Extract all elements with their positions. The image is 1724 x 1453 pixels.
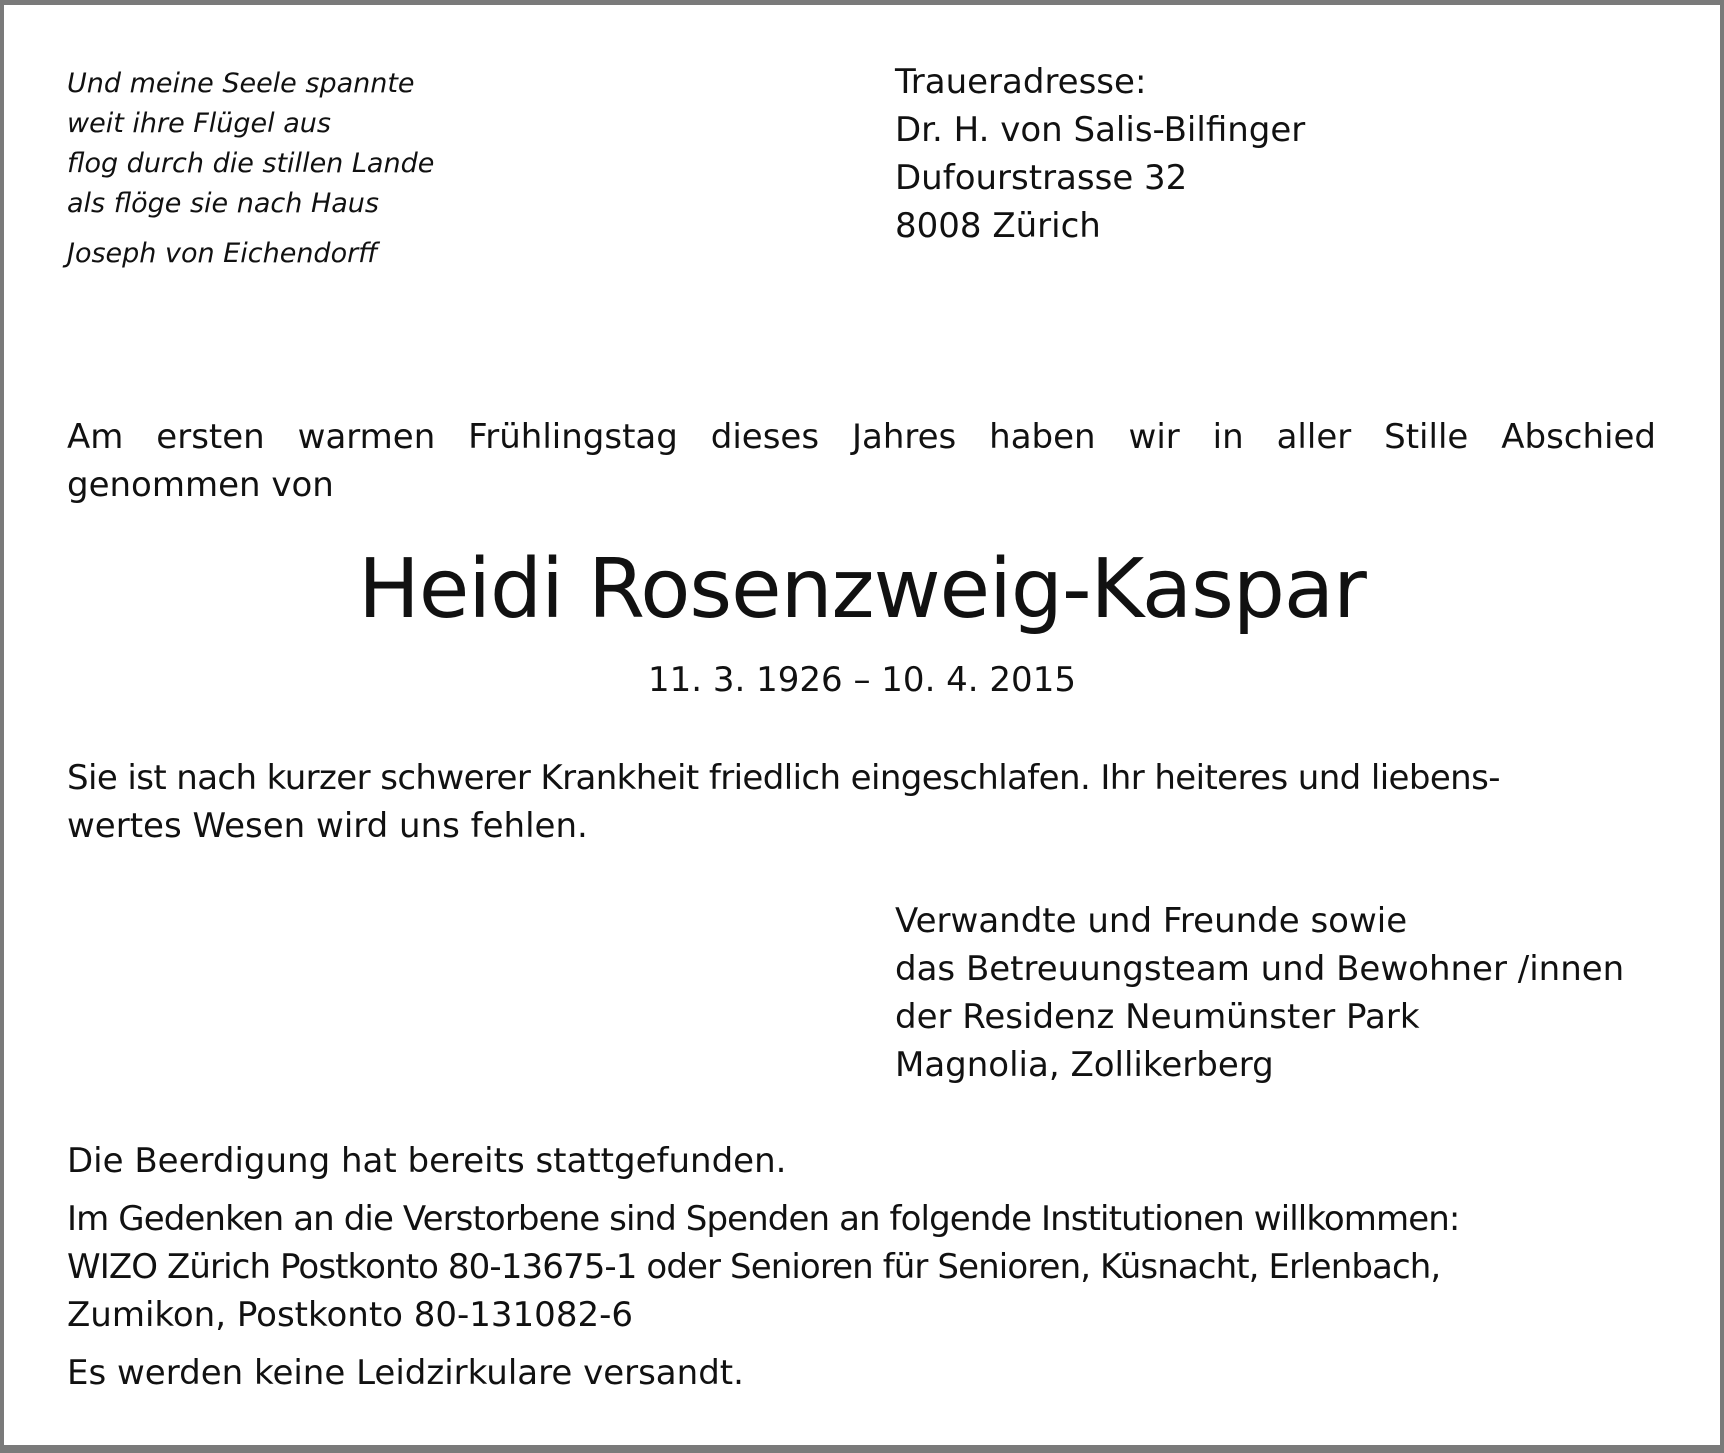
intro-line: Am ersten warmen Frühlingstag dieses Jahres haben wir in aller Stille Abschied [67,417,1656,457]
poem-line: weit ihre Flügel aus [67,108,331,139]
address-line: Dr. H. von Salis-Bilfinger [895,110,1306,150]
donation-line: Im Gedenken an die Verstorbene sind Spenden an folgende Institutionen willkommen: [67,1199,1460,1239]
message-line: wertes Wesen wird uns fehlen. [67,806,588,846]
poem-line: flog durch die stillen Lande [67,148,435,179]
intro-paragraph [67,413,1656,509]
donation-line: WIZO Zürich Postkonto 80-13675-1 oder Senioren für Senioren, Küsnacht, Erlenbach, [67,1247,1441,1287]
message-line: Sie ist nach kurzer schwerer Krankheit friedlich eingeschlafen. Ihr heiteres und liebens- [67,758,1500,798]
circular-notice: Es werden keine Leidzirkulare versandt. [67,1353,744,1393]
mourning-address [895,58,1305,250]
mourners-line: Magnolia, Zollikerberg [895,1045,1274,1085]
mourners-line: das Betreuungsteam und Bewohner /innen [895,949,1625,989]
address-line: 8008 Zürich [895,206,1101,246]
poem-quote [67,64,767,274]
donation-line: Zumikon, Postkonto 80-131082-6 [67,1295,633,1335]
life-dates: 11. 3. 1926 – 10. 4. 2015 [648,660,1076,700]
funeral-note: Die Beerdigung hat bereits stattgefunden. [67,1141,787,1181]
poem-line: Und meine Seele spannte [67,68,415,99]
mourners-line: der Residenz Neumünster Park [895,997,1420,1037]
closing-notes [67,1137,1656,1397]
message-paragraph [67,754,1656,850]
mourners-block [895,897,1624,1089]
poem-author: Joseph von Eichendorff [67,238,378,269]
address-line: Dufourstrasse 32 [895,158,1188,198]
poem-line: als flöge sie nach Haus [67,188,379,219]
intro-line: genommen von [67,465,334,505]
mourners-line: Verwandte und Freunde sowie [895,901,1408,941]
deceased-name: Heidi Rosenzweig-Kaspar [358,542,1366,637]
address-label: Traueradresse: [895,62,1147,102]
